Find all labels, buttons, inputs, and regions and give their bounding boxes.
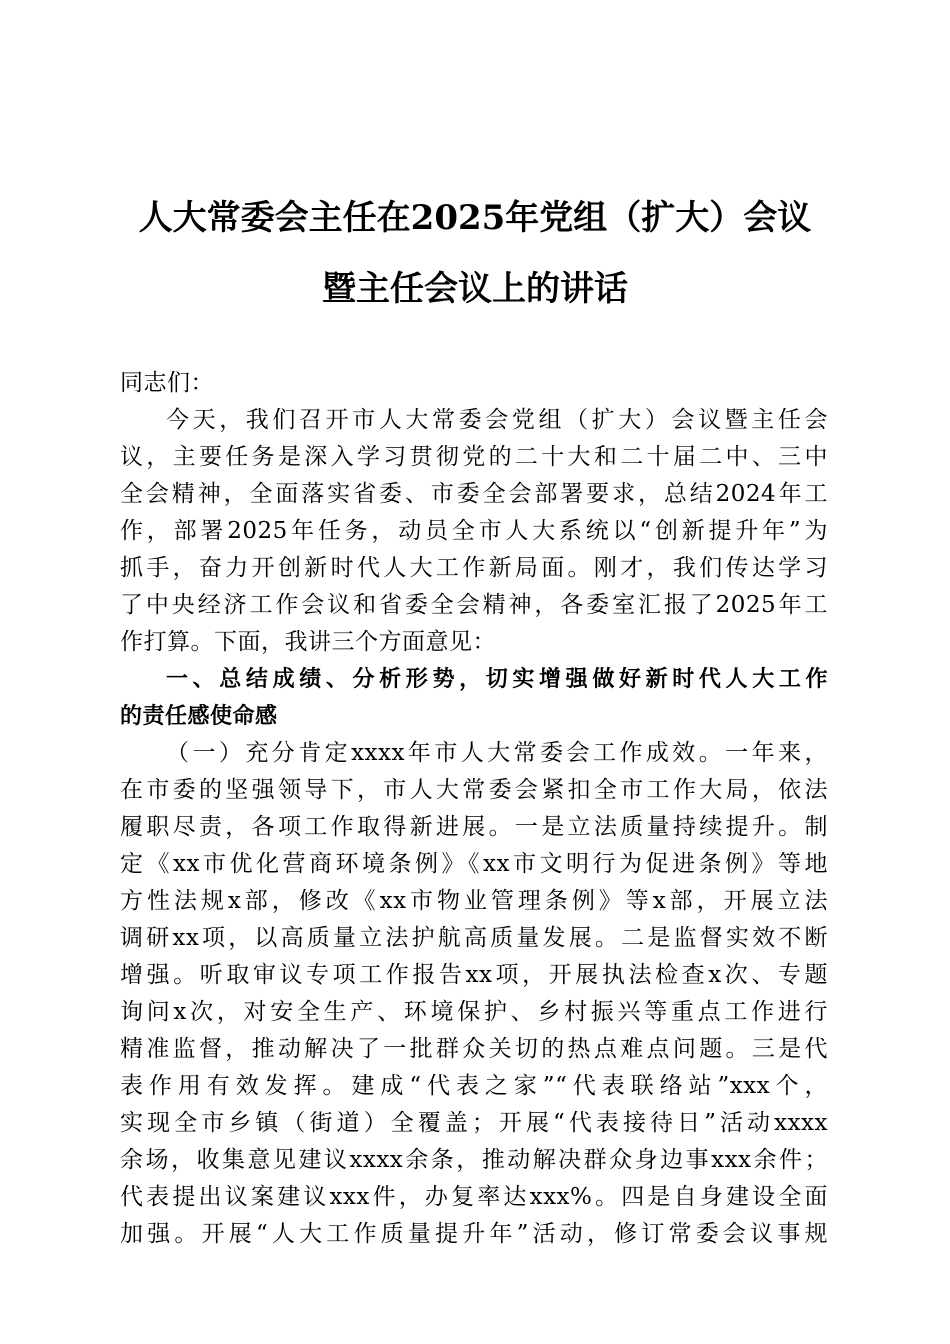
section-heading-line: 一、总结成绩、分析形势，切实增强做好新时代人大工作 <box>166 667 828 692</box>
paragraph-line: 调研xx项，以高质量立法护航高质量发展。二是监督实效不断 <box>120 925 828 951</box>
paragraph-line: 履职尽责，各项工作取得新进展。一是立法质量持续提升。制 <box>120 814 828 840</box>
document-title-line-2: 暨主任会议上的讲话 <box>322 269 628 309</box>
paragraph-line: 余场，收集意见建议xxxx余条，推动解决群众身边事xxx余件； <box>120 1147 828 1173</box>
paragraph-line: 全会精神，全面落实省委、市委全会部署要求，总结2024年工 <box>120 481 828 507</box>
paragraph-line: 定《xx市优化营商环境条例》《xx市文明行为促进条例》等地 <box>120 851 828 877</box>
paragraph-line: 询问x次，对安全生产、环境保护、乡村振兴等重点工作进行 <box>120 999 828 1025</box>
paragraph-line: 抓手，奋力开创新时代人大工作新局面。刚才，我们传达学习 <box>120 555 828 581</box>
section-heading-line: 的责任感使命感 <box>120 704 278 729</box>
paragraph-line: 实现全市乡镇（街道）全覆盖；开展“代表接待日”活动xxxx <box>120 1110 828 1136</box>
paragraph-line: 作打算。下面，我讲三个方面意见： <box>120 629 496 655</box>
paragraph-line: 精准监督，推动解决了一批群众关切的热点难点问题。三是代 <box>120 1036 828 1062</box>
paragraph-line: 在市委的坚强领导下，市人大常委会紧扣全市工作大局，依法 <box>120 777 828 803</box>
paragraph-line: （一）充分肯定xxxx年市人大常委会工作成效。一年来， <box>166 740 828 766</box>
paragraph-line: 代表提出议案建议xxx件，办复率达xxx%。四是自身建设全面 <box>120 1184 828 1210</box>
paragraph-line: 增强。听取审议专项工作报告xx项，开展执法检查x次、专题 <box>120 962 828 988</box>
paragraph-line: 作，部署2025年任务，动员全市人大系统以“创新提升年”为 <box>120 518 828 544</box>
paragraph-line: 方性法规x部，修改《xx市物业管理条例》等x部，开展立法 <box>120 888 828 914</box>
paragraph-line: 今天，我们召开市人大常委会党组（扩大）会议暨主任会 <box>166 407 828 433</box>
document-title-line-1: 人大常委会主任在2025年党组（扩大）会议 <box>138 198 812 238</box>
document-body <box>120 365 828 1253</box>
paragraph-line: 同志们： <box>120 370 214 396</box>
paragraph-line: 了中央经济工作会议和省委全会精神，各委室汇报了2025年工 <box>120 592 828 618</box>
paragraph-line: 议，主要任务是深入学习贯彻党的二十大和二十届二中、三中 <box>120 444 828 470</box>
paragraph-line: 表作用有效发挥。建成“代表之家”“代表联络站”xxx个， <box>120 1073 828 1099</box>
paragraph-line: 加强。开展“人大工作质量提升年”活动，修订常委会议事规 <box>120 1221 828 1247</box>
